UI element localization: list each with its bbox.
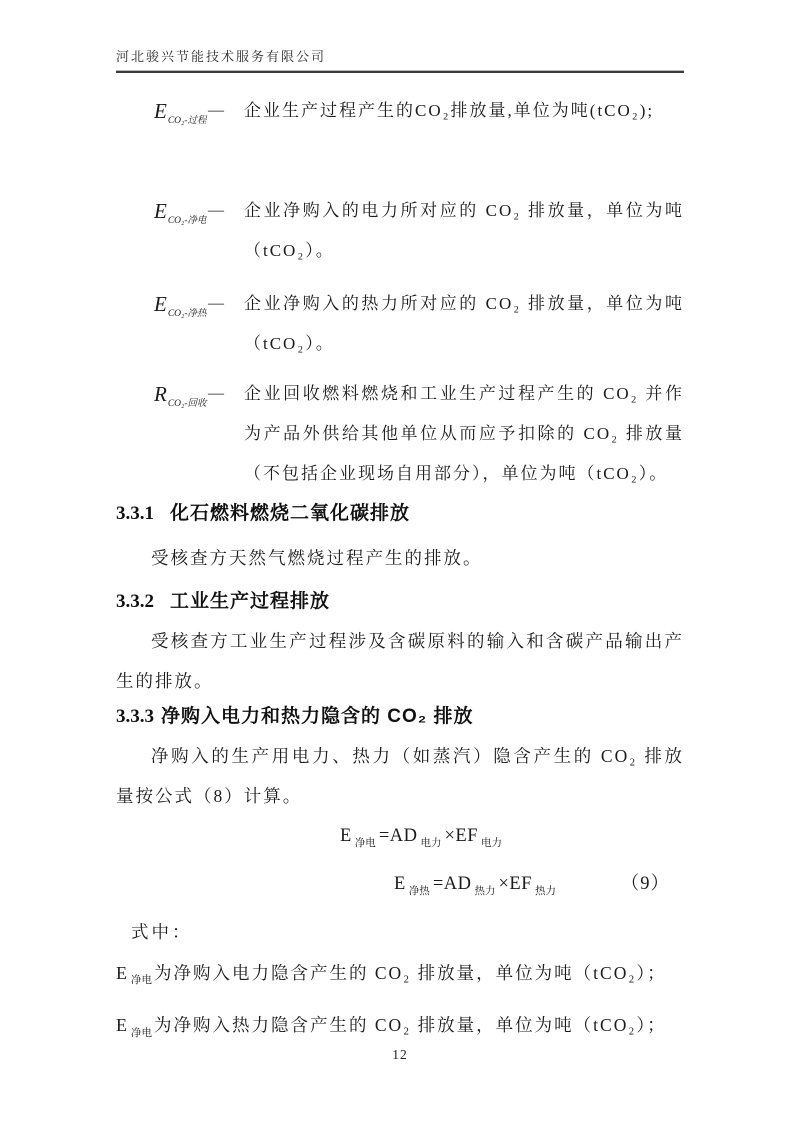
definition-item <box>116 374 684 494</box>
definition-desc: 企业净购入的热力所对应的 CO₂ 排放量，单位为吨（tCO₂）。 <box>244 294 684 354</box>
formula-subscript: 热力 <box>474 885 496 897</box>
section-title: 净购入电力和热力隐含的 CO₂ 排放 <box>161 706 474 728</box>
section-heading-3-3-2 <box>116 588 684 616</box>
formula-subscript: 净电 <box>354 837 376 849</box>
section-heading-3-3-1 <box>116 500 684 528</box>
symbol-subscript: CO₂-过程 <box>167 116 207 127</box>
definition-symbol <box>154 91 208 141</box>
formula-net-heat <box>394 864 684 912</box>
section-heading-3-3-3 <box>116 703 684 731</box>
page-header <box>116 46 684 73</box>
formula-term: E <box>394 873 406 894</box>
section-number: 3.3.2 <box>116 591 154 613</box>
formula-block <box>116 816 684 911</box>
company-name: 河北骏兴节能技术服务有限公司 <box>116 49 327 64</box>
page-number: 12 <box>392 1047 408 1062</box>
formula-subscript: 电力 <box>420 837 442 849</box>
definition-dash: — <box>208 102 224 119</box>
where-symbol: E <box>116 1015 129 1036</box>
symbol-subscript: CO₂-回收 <box>167 399 207 410</box>
where-label: 式中： <box>131 921 193 942</box>
definition-dash: — <box>208 295 224 313</box>
symbol-letter: E <box>154 199 167 224</box>
definition-item <box>116 91 684 141</box>
formula-net-electricity <box>340 816 684 864</box>
header-rule <box>116 70 684 73</box>
where-symbol: E <box>116 962 129 983</box>
where-text: 为净购入电力隐含产生的 CO₂ 排放量，单位为吨（tCO₂）； <box>154 962 667 983</box>
section-title: 化石燃料燃烧二氧化碳排放 <box>170 503 411 525</box>
formula-term: =AD <box>432 873 472 894</box>
formula-subscript: 电力 <box>481 837 502 849</box>
section-number: 3.3.3 <box>116 706 154 728</box>
formula-subscript: 热力 <box>535 885 556 897</box>
section-body: 净购入的生产用电力、热力（如蒸汽）隐含产生的 CO₂ 排放量按公式（8）计算。 <box>116 746 684 807</box>
symbol-letter: R <box>154 382 167 407</box>
formula-subscript: 净热 <box>408 885 430 897</box>
symbol-letter: E <box>154 99 167 123</box>
formula-term: ×EF <box>498 873 532 894</box>
definition-item <box>116 191 684 271</box>
definition-desc: 企业净购入的电力所对应的 CO₂ 排放量，单位为吨（tCO₂）。 <box>244 201 684 261</box>
where-text: 为净购入热力隐含产生的 CO₂ 排放量，单位为吨（tCO₂）； <box>154 1015 667 1036</box>
definition-desc: 企业生产过程产生的CO₂排放量,单位为吨(tCO₂); <box>244 101 655 120</box>
definition-dash: — <box>208 385 224 403</box>
section-body: 受核查方工业生产过程涉及含碳原料的输入和含碳产品输出产生的排放。 <box>116 631 684 692</box>
where-clause <box>116 912 684 1055</box>
formula-term: E <box>340 826 352 847</box>
definition-symbol <box>154 374 208 424</box>
section-body: 受核查方天然气燃烧过程产生的排放。 <box>151 548 483 569</box>
definition-dash: — <box>208 202 224 220</box>
definition-symbol <box>154 191 208 241</box>
definition-symbol <box>154 284 208 334</box>
formula-term: =AD <box>378 826 418 847</box>
symbol-subscript: CO₂-净热 <box>167 309 207 320</box>
where-subscript: 净电 <box>131 975 152 987</box>
definition-item <box>116 284 684 364</box>
where-subscript: 净电 <box>131 1027 152 1039</box>
where-item <box>116 952 684 1003</box>
symbol-letter: E <box>154 292 167 317</box>
section-title: 工业生产过程排放 <box>170 591 331 613</box>
formula-term: ×EF <box>444 826 478 847</box>
equation-number: （9） <box>620 873 670 894</box>
section-number: 3.3.1 <box>116 503 154 525</box>
definition-desc: 企业回收燃料燃烧和工业生产过程产生的 CO₂ 并作为产品外供给其他单位从而应予扣除的 CO₂ 排放量（不包括企业现场自用部分），单位为吨（tCO₂）。 <box>244 384 684 484</box>
symbol-subscript: CO₂-净电 <box>167 216 207 227</box>
definition-list <box>116 91 684 494</box>
